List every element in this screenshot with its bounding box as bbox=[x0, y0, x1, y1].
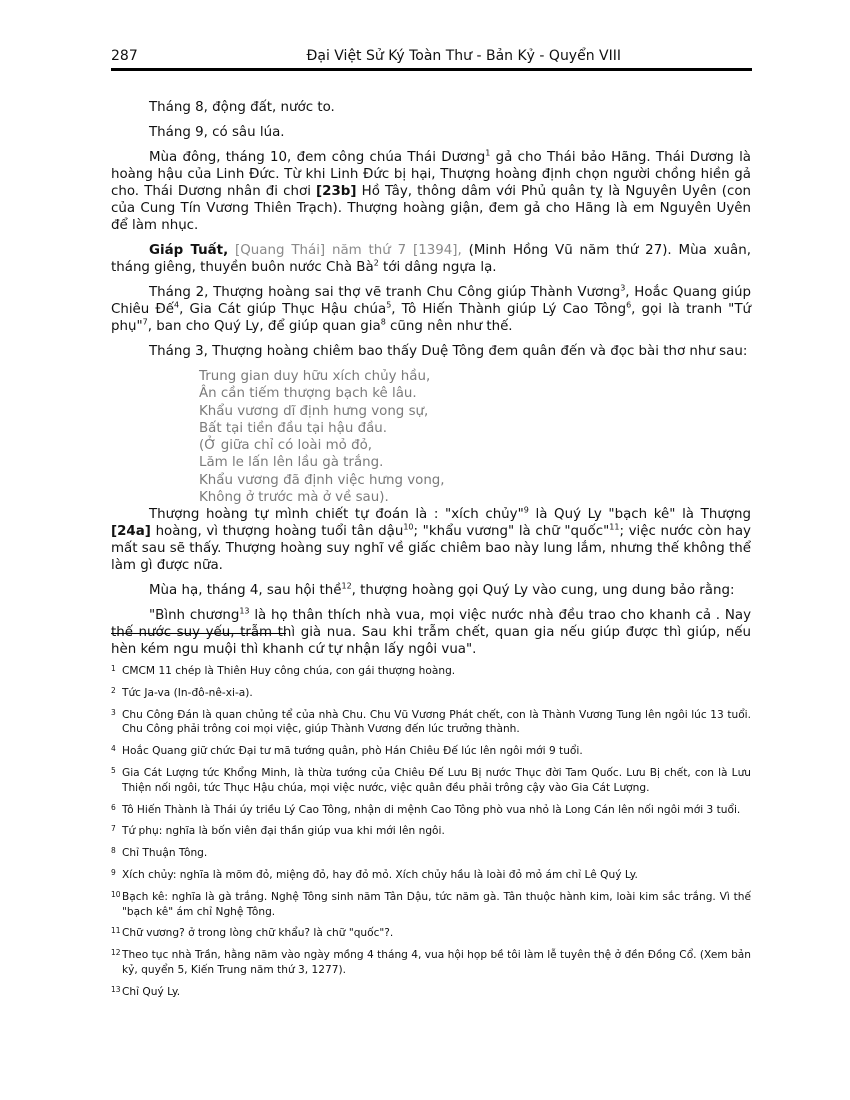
paragraph-thang-9: Tháng 9, có sâu lúa. bbox=[149, 125, 285, 140]
footnote-separator bbox=[111, 633, 286, 634]
paragraph-thang-2: Tháng 2, Thượng hoàng sai thợ vẽ tranh Chu Công giúp Thành Vương$^3$, Hoắc Quang giúp Chiêu Đế$^4$, Gia Cát giúp Thục Hậu chúa$^5$, Tô Hiến Thành giúp Lý Cao Tông$^6$, gọi là tranh "Tứ phụ"$^7$, ban cho Quý Ly, để giúp quan gia$^8$ cũng nên như thế. bbox=[111, 283, 751, 334]
footnote-number: 7 bbox=[111, 824, 116, 834]
poem-line: Khẩu vương dĩ định hưng vong sự, bbox=[199, 403, 429, 419]
footnote-ref-7: 7 bbox=[142, 317, 148, 327]
footnote-number: 10 bbox=[111, 889, 121, 899]
reign-year: [Quang Thái] năm thứ 7 [1394], bbox=[235, 243, 462, 258]
footnote-ref-11: 11 bbox=[609, 522, 620, 532]
poem-line: Lăm le lấn lên lầu gà trắng. bbox=[199, 455, 384, 471]
footnote: 5 Gia Cát Lượng tức Khổng Minh, là thừa tướng của Chiêu Đế Lưu Bị nước Thục đời Tam Quốc. Lưu Bị chết, con là Lưu Thiện nối ngôi, tức Thục Hậu chúa, mọi việc nước, việc quân đều phải trông cậy vào Gia Cát Lượng. bbox=[111, 765, 751, 794]
footnote: 8 Chỉ Thuận Tông. bbox=[111, 846, 208, 860]
footnote-number: 8 bbox=[111, 846, 116, 856]
footnote-number: 3 bbox=[111, 707, 116, 717]
footnote: 10 Bạch kê: nghĩa là gà trắng. Nghệ Tông sinh năm Tân Dậu, tức năm gà. Tân thuộc hành kim, loài kim sắc trắng. Vì thế "bạch kê" ám chỉ Nghệ Tông. bbox=[111, 889, 751, 918]
footnote-ref-3: 3 bbox=[620, 283, 626, 293]
footnote: 13 Chỉ Quý Ly. bbox=[111, 984, 181, 998]
footnote: 7 Tứ phụ: nghĩa là bốn viên đại thần giúp vua khi mới lên ngôi. bbox=[111, 824, 445, 838]
footnote-ref-5: 5 bbox=[386, 300, 392, 310]
header-rule bbox=[111, 68, 752, 71]
footnote-number: 9 bbox=[111, 867, 116, 877]
page-header bbox=[111, 48, 751, 68]
poem-line: (Ở giữa chỉ có loài mỏ đỏ, bbox=[199, 438, 373, 454]
footnote-number: 5 bbox=[111, 765, 116, 775]
footnote-number: 13 bbox=[111, 984, 121, 994]
footnote-ref-13: 13 bbox=[239, 606, 250, 616]
poem-line: Không ở trước mà ở về sau). bbox=[199, 490, 389, 506]
paragraph-giap-tuat: Giáp Tuất, [Quang Thái] năm thứ 7 [1394], (Minh Hồng Vũ năm thứ 27). Mùa xuân, tháng giêng, thuyền buôn nước Chà $Bà^2$ tới dâng ngựa lạ. bbox=[111, 243, 751, 275]
footnote-ref-6: 6 bbox=[626, 300, 632, 310]
paragraph-binh-chuong: "Bình chương$^{13}$ là họ thân thích nhà vua, mọi việc nước nhà đều trao cho khanh cả . Nay thế nước suy yếu, trẫm thì già nua. Sau khi trẫm chết, quan gia nếu giúp được thì giúp, nếu hèn kém ngu muội thì khanh cứ tự nhận lấy ngôi vua". bbox=[111, 606, 751, 658]
footnote: 2 Tức Ja-va (In-đô-nê-xi-a). bbox=[111, 685, 253, 699]
footnote: 3 Chu Công Đán là quan chủng tể của nhà Chu. Chu Vũ Vương Phát chết, con là Thành Vương Tung lên ngôi lúc 13 tuổi. Chu Công phải trông coi mọi việc, giúp Thành Vương đến lúc trưởng thành. bbox=[111, 707, 751, 736]
footnote-ref-12: 12 bbox=[341, 581, 352, 591]
paragraph-mua-ha: Mùa hạ, tháng 4, sau hội thề$^{12}$, thượng hoàng gọi Quý Ly vào cung, ung dung bảo rằng: bbox=[149, 581, 735, 599]
footnote-number: 1 bbox=[111, 664, 116, 673]
footnote-ref-2: 2 bbox=[373, 258, 379, 268]
poem-line: Trung gian duy hữu xích chủy hầu, bbox=[199, 369, 431, 384]
footnote: 6 Tô Hiến Thành là Thái úy triều Lý Cao Tông, nhận di mệnh Cao Tông phò vua nhỏ là Long Cán lên nối ngôi mới 3 tuổi. bbox=[111, 802, 741, 816]
footnote: 11 Chữ vương? ở trong lòng chữ khẩu? là chữ "quốc"?. bbox=[111, 926, 394, 940]
running-title: Đại Việt Sử Ký Toàn Thư - Bản Kỷ - Quyển VIII bbox=[306, 48, 621, 64]
footnote-number: 2 bbox=[111, 685, 116, 695]
footnote: 9 Xích chủy: nghĩa là mõm đỏ, miệng đỏ, hay đỏ mỏ. Xích chủy hầu là loài đỏ mỏ ám chỉ Lê Quý Ly. bbox=[111, 867, 638, 881]
paragraph-mua-dong: Mùa đông, tháng 10, đem công chúa Thái Dương$^1$ gả cho Thái bảo Hãng. Thái Dương là hoàng hậu của Linh Đức. Từ khi Linh Đức bị hại, Thượng hoàng định chọn người chồng hiền gả cho. Thái Dương nhân đi chơi [23b] Hồ Tây, thông dâm với Phủ quân tỵ là Nguyên Uyên (con của Cung Tín Vương Thiên Trạch). Thượng hoàng giận, đem gả cho Hãng là em Nguyên Uyên để làm nhục. bbox=[111, 148, 751, 233]
poem-line: Khẩu vương đã định việc hưng vong, bbox=[199, 472, 445, 488]
footnote-number: 11 bbox=[111, 926, 121, 936]
footnote-ref-4: 4 bbox=[174, 300, 180, 310]
footnote-ref-9: 9 bbox=[523, 505, 529, 515]
paragraph-thang-3: Tháng 3, Thượng hoàng chiêm bao thấy Duệ Tông đem quân đến và đọc bài thơ như sau: bbox=[149, 344, 748, 359]
footnote-ref-8: 8 bbox=[380, 317, 386, 327]
footnote-ref-10: 10 bbox=[403, 522, 414, 532]
page-number: 287 bbox=[111, 48, 138, 64]
footnote: 1 CMCM 11 chép là Thiên Huy công chúa, con gái thượng hoàng. bbox=[111, 664, 456, 677]
year-heading: Giáp Tuất, bbox=[149, 243, 229, 258]
paragraph-chiet-tu: Thượng hoàng tự mình chiết tự đoán là : "xích chủy"$^9$ là Quý Ly "bạch kê" là Thượng [24a] hoàng, vì thượng hoàng tuổi tân dậu$^{10}$; "khẩu vương" là chữ "quốc"$^{11}$; việc nước còn hay mất sau sẽ thấy. Thượng hoàng suy nghĩ về giấc chiêm bao này lung lắm, nhưng thế không thể làm gì được nữa. bbox=[111, 505, 751, 574]
poem bbox=[199, 368, 751, 506]
footnotes bbox=[111, 664, 751, 1007]
footnote-number: 6 bbox=[111, 802, 116, 812]
folio-marker: [23b] bbox=[316, 184, 357, 199]
folio-marker: [24a] bbox=[111, 524, 151, 540]
poem-line: Bất tại tiền đầu tại hậu đầu. bbox=[199, 420, 388, 436]
footnote-number: 4 bbox=[111, 744, 116, 754]
main-text bbox=[111, 99, 751, 666]
footnote-ref-1: 1 bbox=[485, 148, 491, 158]
paragraph-thang-8: Tháng 8, động đất, nước to. bbox=[149, 100, 335, 115]
footnote-number: 12 bbox=[111, 948, 121, 958]
poem-line: Ân cần tiếm thượng bạch kê lâu. bbox=[199, 386, 417, 402]
footnote: 4 Hoắc Quang giữ chức Đại tư mã tướng quân, phò Hán Chiêu Đế lúc lên ngôi mới 9 tuổi. bbox=[111, 744, 583, 758]
footnote: 12 Theo tục nhà Trần, hằng năm vào ngày mồng 4 tháng 4, vua hội họp bề tôi làm lễ tuyên thệ ở đền Đồng Cổ. (Xem bản kỷ, quyển 5, Kiến Trung năm thứ 3, 1277). bbox=[111, 948, 751, 976]
